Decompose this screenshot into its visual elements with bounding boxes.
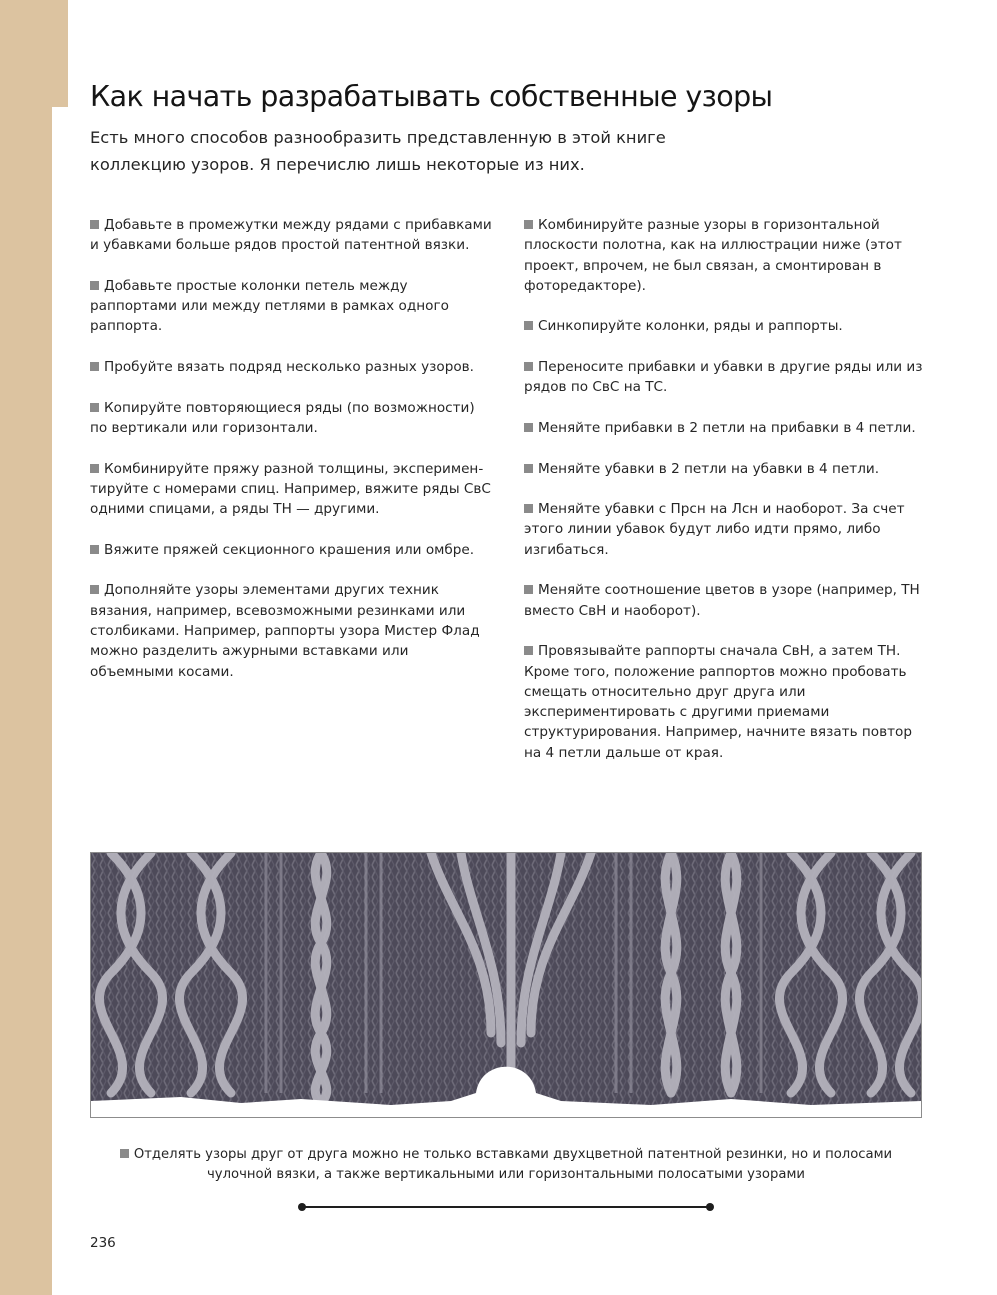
tip-item: Переносите прибавки и убавки в другие ряды или из рядов по СвС на ТС. xyxy=(524,359,923,396)
divider-dot-right xyxy=(706,1203,714,1211)
square-bullet-icon xyxy=(90,281,99,290)
page-number: 236 xyxy=(90,1235,116,1251)
tip-item: Добавьте простые колонки петель между раппортами или между петлями в рамках одного раппорта. xyxy=(90,277,449,335)
tip-item: Провязывайте раппорты сначала СвН, а затем ТН. Кроме того, положение раппортов можно пробовать смещать относительно друг друга или экспериментировать с другими приемами структурирования. Например, начните вязать повтор на 4 петли дальше от края. xyxy=(524,643,912,761)
tip-item: Меняйте прибавки в 2 петли на прибавки в 4 петли. xyxy=(524,418,929,438)
square-bullet-icon xyxy=(524,220,533,229)
side-color-notch xyxy=(52,0,68,107)
tip-item: Синкопируйте колонки, ряды и раппорты. xyxy=(524,316,929,336)
page-title: Как начать разрабатывать собственные узоры xyxy=(90,80,773,113)
square-bullet-icon xyxy=(524,362,533,371)
tips-column-right xyxy=(524,215,929,783)
tip-item: Комбинируйте разные узоры в горизонтальной плоскости полотна, как на иллюстрации ниже (этот проект, впрочем, не был связан, а смонтирован в фоторедакторе). xyxy=(524,217,902,294)
side-color-bar xyxy=(0,0,52,1295)
figure-caption: Отделять узоры друг от друга можно не только вставками двухцветной патентной резинки, но и полосами чулочной вязки, а также вертикальными или горизонтальными полосатыми узорами xyxy=(90,1145,922,1185)
knitted-swatch-photo xyxy=(90,852,922,1118)
decorative-divider-line xyxy=(302,1206,710,1208)
square-bullet-icon xyxy=(524,585,533,594)
square-bullet-icon xyxy=(90,464,99,473)
square-bullet-icon xyxy=(524,423,533,432)
tip-item: Копируйте повторяющиеся ряды (по возможности) по вертикали или горизонтали. xyxy=(90,399,475,436)
square-bullet-icon xyxy=(90,403,99,412)
knit-pattern-illustration xyxy=(91,853,921,1117)
tip-item: Вяжите пряжей секционного крашения или омбре. xyxy=(90,540,495,560)
square-bullet-icon xyxy=(90,220,99,229)
tips-column-left xyxy=(90,215,495,702)
square-bullet-icon xyxy=(524,504,533,513)
square-bullet-icon xyxy=(524,646,533,655)
tip-item: Меняйте убавки в 2 петли на убавки в 4 петли. xyxy=(524,459,929,479)
square-bullet-icon xyxy=(90,362,99,371)
divider-dot-left xyxy=(298,1203,306,1211)
tip-item: Комбинируйте пряжу разной толщины, экспериментируйте с номерами спиц. Например, вяжите ряды СвС одними спицами, а ряды ТН — другими. xyxy=(90,460,491,518)
square-bullet-icon xyxy=(90,545,99,554)
intro-text: Есть много способов разнообразить представленную в этой книге коллекцию узоров. Я перечислю лишь некоторые из них. xyxy=(90,128,666,174)
tip-item: Пробуйте вязать подряд несколько разных узоров. xyxy=(90,357,495,377)
square-bullet-icon xyxy=(120,1149,129,1158)
tip-item: Меняйте убавки с Прсн на Лсн и наоборот. За счет этого линии убавок будут либо идти прямо, либо изгибаться. xyxy=(524,501,905,558)
square-bullet-icon xyxy=(90,585,99,594)
tip-item: Дополняйте узоры элементами других техник вязания, например, всевозможными резинками или столбиками. Например, раппорты узора Мистер Флад можно разделить ажурными вставками или объемными косами. xyxy=(90,582,480,680)
square-bullet-icon xyxy=(524,464,533,473)
square-bullet-icon xyxy=(524,321,533,330)
tip-item: Меняйте соотношение цветов в узоре (например, ТН вместо СвН и наоборот). xyxy=(524,582,920,619)
tip-item: Добавьте в промежутки между рядами с прибавками и убавками больше рядов простой патентной вязки. xyxy=(90,217,492,254)
